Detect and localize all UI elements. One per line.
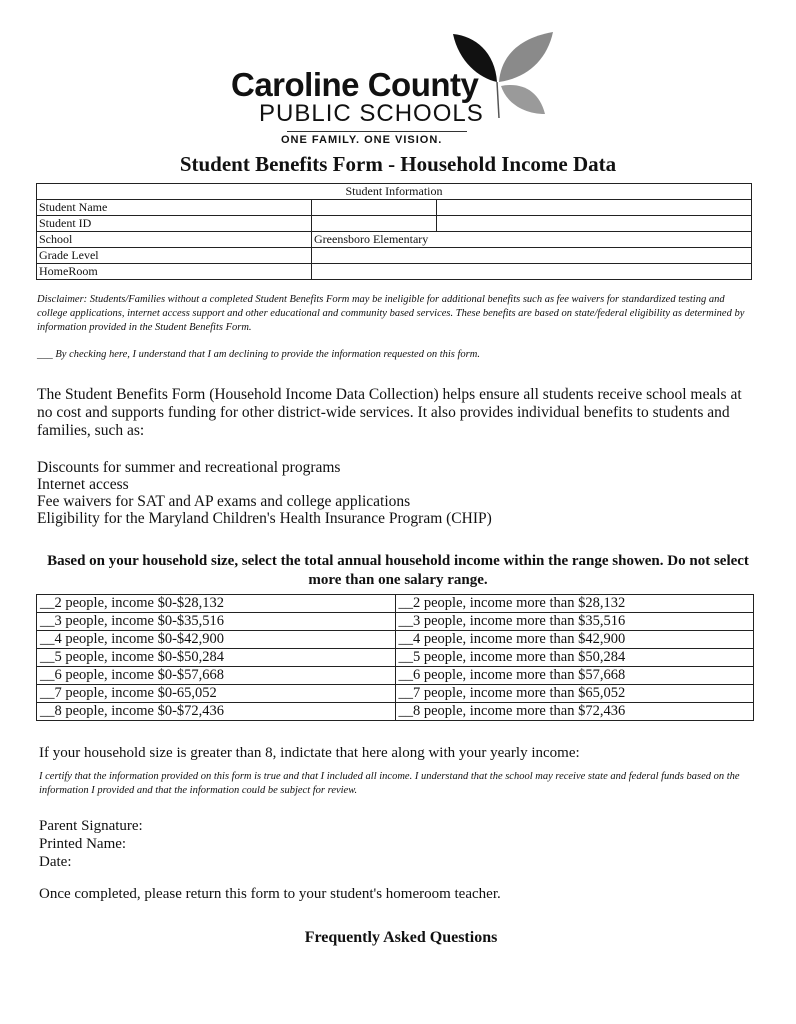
income-option-high-5[interactable]: __5 people, income more than $50,284 (395, 649, 754, 667)
table-row (37, 685, 754, 703)
income-option-low-6[interactable]: __6 people, income $0-$57,668 (37, 667, 396, 685)
table-row (37, 703, 754, 721)
parent-signature-label[interactable]: Parent Signature: (39, 818, 143, 834)
income-option-low-2[interactable]: __2 people, income $0-$28,132 (37, 595, 396, 613)
income-option-high-7[interactable]: __7 people, income more than $65,052 (395, 685, 754, 703)
income-instruction: Based on your household size, select the total annual household income within the range showen. Do not select more than one salary range. (47, 553, 749, 588)
student-info-heading: Student Information (37, 184, 752, 200)
table-row (37, 264, 752, 280)
certification-text: I certify that the information provided on this form is true and that I included all income. I understand that the school may receive state and federal funds based on the information I provided and that the information could be subject for review. (39, 771, 740, 796)
district-tagline: ONE FAMILY. ONE VISION. (281, 134, 443, 146)
benefits-list (37, 459, 757, 527)
table-row (37, 248, 752, 264)
table-row (37, 595, 754, 613)
student-name-field-extra[interactable] (437, 200, 752, 216)
form-title: Student Benefits Form - Household Income Data (179, 152, 617, 176)
income-option-low-4[interactable]: __4 people, income $0-$42,900 (37, 631, 396, 649)
list-item: Fee waivers for SAT and AP exams and college applications (37, 493, 411, 510)
school-label: School (37, 232, 312, 248)
income-option-high-8[interactable]: __8 people, income more than $72,436 (395, 703, 754, 721)
table-row (37, 631, 754, 649)
grade-level-field[interactable] (312, 248, 752, 264)
homeroom-field[interactable] (312, 264, 752, 280)
table-row (37, 200, 752, 216)
district-subtitle: PUBLIC SCHOOLS (259, 100, 484, 127)
student-info-table (36, 183, 752, 280)
school-field[interactable]: Greensboro Elementary (312, 232, 752, 248)
list-item: Internet access (37, 476, 129, 493)
district-logo (225, 30, 565, 150)
logo-divider (287, 131, 467, 132)
income-option-high-3[interactable]: __3 people, income more than $35,516 (395, 613, 754, 631)
table-row (37, 613, 754, 631)
table-row (37, 216, 752, 232)
income-option-high-6[interactable]: __6 people, income more than $57,668 (395, 667, 754, 685)
list-item: Eligibility for the Maryland Children's Health Insurance Program (CHIP) (37, 510, 492, 527)
student-id-field-extra[interactable] (437, 216, 752, 232)
grade-level-label: Grade Level (37, 248, 312, 264)
income-option-high-2[interactable]: __2 people, income more than $28,132 (395, 595, 754, 613)
income-option-low-3[interactable]: __3 people, income $0-$35,516 (37, 613, 396, 631)
signature-block (39, 817, 143, 871)
student-id-label: Student ID (37, 216, 312, 232)
faq-heading: Frequently Asked Questions (304, 929, 498, 946)
student-id-field[interactable] (312, 216, 437, 232)
table-row (37, 232, 752, 248)
intro-paragraph: The Student Benefits Form (Household Income Data Collection) helps ensure all students receive school meals at no cost and supports funding for other district-wide services. It also provides individual benefits to students and families, such as: (37, 386, 742, 439)
income-option-high-4[interactable]: __4 people, income more than $42,900 (395, 631, 754, 649)
income-range-table (36, 594, 754, 721)
table-row (37, 649, 754, 667)
decline-checkbox-line[interactable]: ___ By checking here, I understand that I am declining to provide the information requested on this form. (37, 349, 480, 360)
income-option-low-8[interactable]: __8 people, income $0-$72,436 (37, 703, 396, 721)
date-label[interactable]: Date: (39, 854, 72, 870)
return-instructions: Once completed, please return this form to your student's homeroom teacher. (39, 886, 501, 902)
disclaimer-text: Disclaimer: Students/Families without a completed Student Benefits Form may be ineligible for additional benefits such as fee waivers for standardized testing and college applications, internet access support and other educational and community based services. These benefits are based on state/federal eligibility as determined by information provided in the Student Benefits Form. (37, 294, 745, 333)
income-option-low-7[interactable]: __7 people, income $0-65,052 (37, 685, 396, 703)
homeroom-label: HomeRoom (37, 264, 312, 280)
printed-name-label[interactable]: Printed Name: (39, 836, 127, 852)
income-option-low-5[interactable]: __5 people, income $0-$50,284 (37, 649, 396, 667)
table-row (37, 667, 754, 685)
household-greater-than-8: If your household size is greater than 8, indictate that here along with your yearly income: (39, 745, 580, 761)
list-item: Discounts for summer and recreational programs (37, 459, 341, 476)
district-name: Caroline County (231, 66, 479, 103)
student-name-label: Student Name (37, 200, 312, 216)
student-name-field[interactable] (312, 200, 437, 216)
